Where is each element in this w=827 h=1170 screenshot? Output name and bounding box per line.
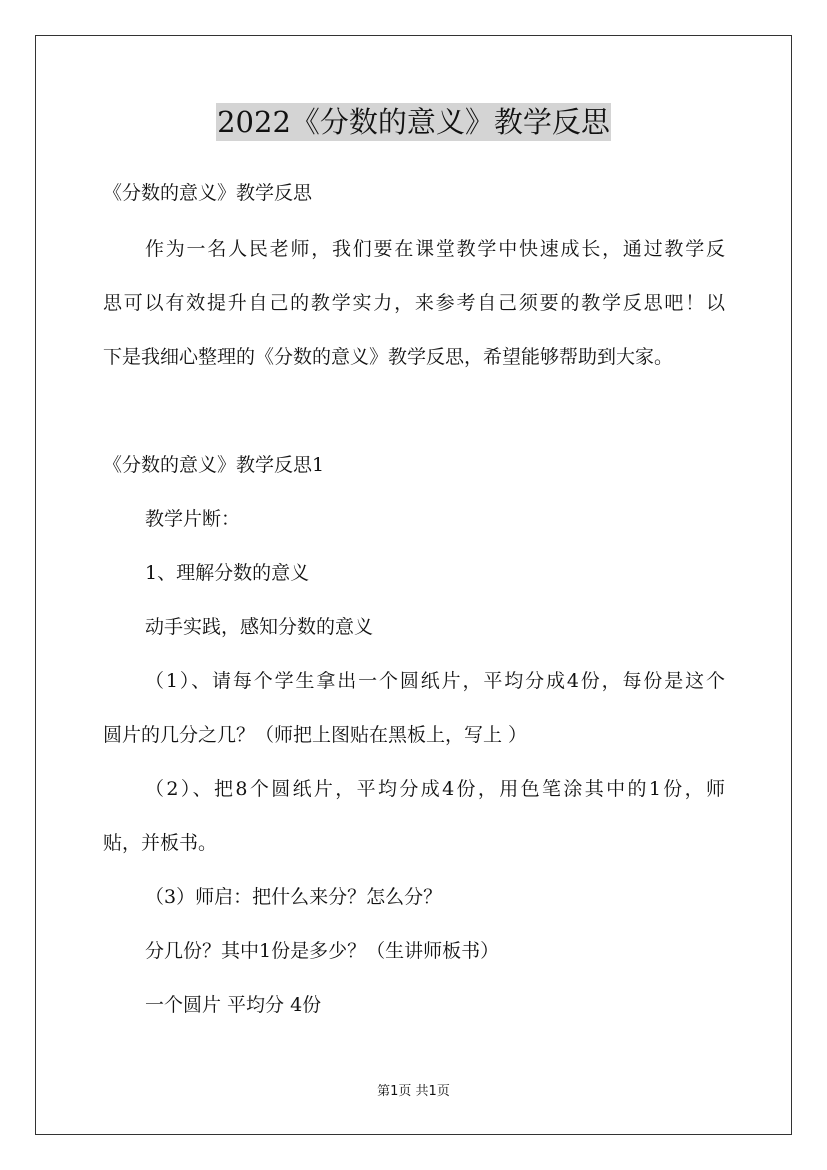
example-line: 一个圆片 平均分 4份 [145,994,322,1016]
step-3: （3）师启：把什么来分？怎么分？ [145,886,443,908]
intro-line-2: 思可以有效提升自己的教学实力，来参考自己须要的教学反思吧！以 [103,292,725,314]
point-1: 1、理解分数的意义 [145,562,310,584]
step-1-line-1: （1）、请每个学生拿出一个圆纸片，平均分成4份，每份是这个 [145,670,725,692]
step-2-line-1: （2）、把8个圆纸片，平均分成4份，用色笔涂其中的1份，师 [145,778,725,800]
intro-line-3: 下是我细心整理的《分数的意义》教学反思，希望能够帮助到大家。 [103,346,674,368]
page-footer: 第1页 共1页 [377,1084,450,1099]
question-line: 分几份？其中1份是多少？（生讲师板书） [145,940,500,962]
intro-line-1: 作为一名人民老师，我们要在课堂教学中快速成长，通过教学反 [145,238,725,260]
section-heading: 《分数的意义》教学反思1 [103,454,325,476]
step-2-line-2: 贴，并板书。 [103,832,218,854]
practice-line: 动手实践，感知分数的意义 [145,616,374,638]
document-title: 2022《分数的意义》教学反思 [217,105,610,139]
fragment-label: 教学片断： [145,508,241,530]
subtitle: 《分数的意义》教学反思 [103,182,313,204]
title-container [0,103,827,141]
step-1-line-2: 圆片的几分之几？（师把上图贴在黑板上，写上 ） [103,724,528,746]
